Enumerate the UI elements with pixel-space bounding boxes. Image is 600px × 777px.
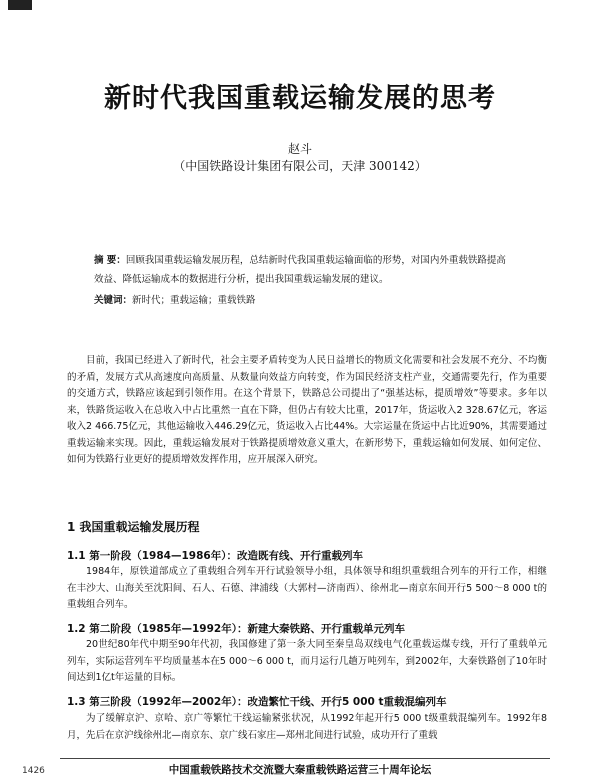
keywords — [94, 292, 514, 306]
abstract — [94, 251, 514, 289]
abstract-label: 摘 要： — [94, 255, 126, 266]
keywords-text: 新时代；重载运输；重载铁路 — [132, 295, 256, 306]
author-name: 赵斗 — [287, 142, 312, 156]
intro-paragraph: 目前，我国已经进入了新时代，社会主要矛盾转变为人民日益增长的物质文化需要和社会发展不充分、不均衡的矛盾，发展方式从高速度向高质量、从数量向效益方向转变，作为国民经济支柱产业，交通需要先行，作为重要的交通方式，铁路应该起到引领作用。在这个背景下，铁路总公司提出了“强基达标，提质增效”等要求。多年以来，铁路货运收入在总收入中占比重然一直在下降，但仍占有较大比重，2017年，货运收入2 328.67亿元，客运收入2 466.75亿元，其他运输收入446.29亿元，货运收入占比44%。大宗运量在货运中占比近90%，其需要通过重载运输来实现。因此，重载运输发展对于铁路提质增效意义重大，在新形势下，重载运输如何发展、如何定位、如何为铁路行业更好的提质增效发挥作用，应开展深入研究。 — [67, 355, 547, 465]
subsection-1-3-text: 为了缓解京沪、京哈、京广等繁忙干线运输紧张状况，从1992年起开行5 000 t级重载混编列车。1992年8月，先后在京沪线徐州北—南京东、京广线石家庄—郑州北间进行试验，成功开行了重载 — [67, 713, 547, 741]
footer-rule — [60, 758, 550, 759]
keywords-label: 关键词： — [94, 295, 133, 306]
subsection-1-2-heading: 1.2 第二阶段（1985年—1992年）：新建大秦铁路、开行重载单元列车 — [67, 623, 405, 635]
footer-conference-name: 中国重载铁路技术交流暨大秦重载铁路运营三十周年论坛 — [168, 764, 432, 776]
subsection-1-3-heading: 1.3 第三阶段（1992年—2002年）：改造繁忙干线、开行5 000 t重载混编列车 — [67, 696, 447, 708]
author-affiliation: （中国铁路设计集团有限公司，天津 300142） — [173, 159, 427, 173]
scan-corner-mark — [8, 0, 32, 10]
abstract-text: 回顾我国重载运输发展历程，总结新时代我国重载运输面临的形势，对国内外重载铁路提高效益、降低运输成本的数据进行分析，提出我国重载运输发展的建议。 — [94, 255, 506, 285]
subsection-1-1-heading: 1.1 第一阶段（1984—1986年）：改造既有线、开行重载列车 — [67, 550, 363, 562]
page-number: 1426 — [22, 766, 45, 776]
page-title: 新时代我国重载运输发展的思考 — [104, 83, 496, 114]
subsection-1-1-text: 1984年，原铁道部成立了重载组合列车开行试验领导小组，具体领导和组织重载组合列车的开行工作，相继在丰沙大、山海关至沈阳间、石人、石德、津浦线（大郭村—济南西）、徐州北—南京东间开行5 500～8 000 t的重载组合列车。 — [67, 566, 547, 610]
section-1-heading: 1 我国重载运输发展历程 — [67, 520, 200, 534]
subsection-1-2-text: 20世纪80年代中期至90年代初，我国修建了第一条大同至秦皇岛双线电气化重载运煤专线，开行了重载单元列车，实际运营列车平均质量基本在5 000～6 000 t，而月运行几趟万吨列车，到2002年，大秦铁路创了10年时间达到1亿t年运量的目标。 — [67, 639, 547, 683]
